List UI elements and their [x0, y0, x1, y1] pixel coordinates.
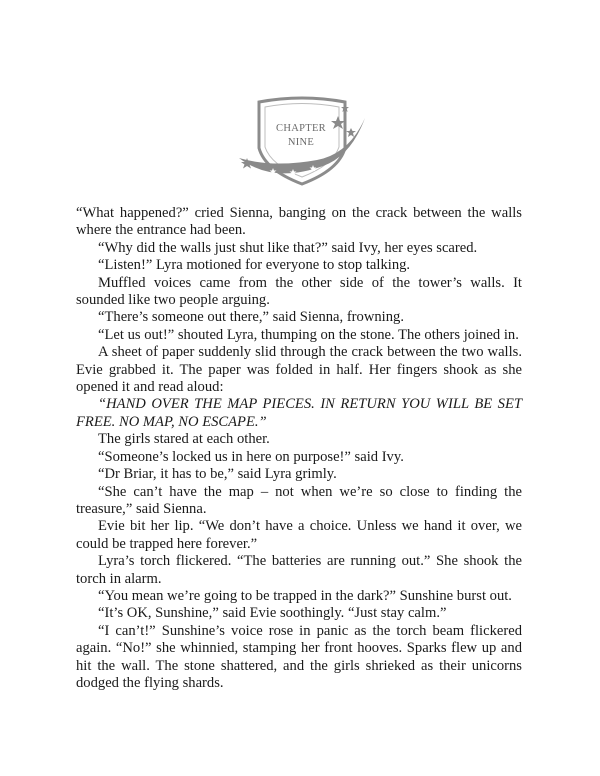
- paragraph: “It’s OK, Sunshine,” said Evie soothingly. “Just stay calm.”: [98, 605, 447, 622]
- paragraph: “I can’t!” Sunshine’s voice rose in panic as the torch beam flickered again. “No!” she whinnied, stamping her front hooves. Sparks flew up and hit the wall. The stone shattered, and the girls shrieked as their unicorns dodged the flying shards.: [76, 622, 522, 691]
- paragraph: “Someone’s locked us in here on purpose!” said Ivy.: [98, 448, 404, 465]
- paragraph: “Listen!” Lyra motioned for everyone to stop talking.: [98, 257, 411, 274]
- paragraph: The girls stared at each other.: [98, 431, 270, 448]
- paragraph: “Why did the walls just shut like that?” said Ivy, her eyes scared.: [98, 239, 478, 256]
- chapter-title: [256, 122, 346, 150]
- paragraph: “What happened?” cried Sienna, banging on the crack between the walls where the entrance had been.: [76, 205, 522, 239]
- star-icon: [346, 128, 356, 137]
- paragraph: A sheet of paper suddenly slid through the crack between the two walls. Evie grabbed it. The paper was folded in half. Her fingers shook as she opened it and read aloud:: [76, 344, 522, 396]
- paragraph: “She can’t have the map – not when we’re so close to finding the treasure,” said Sienna.: [76, 483, 522, 517]
- note-paragraph: “HAND OVER THE MAP PIECES. IN RETURN YOU WILL BE SET FREE. NO MAP, NO ESCAPE.”: [76, 396, 522, 430]
- paragraph: Muffled voices came from the other side of the tower’s walls. It sounded like two people arguing.: [76, 274, 522, 309]
- chapter-label: CHAPTER: [276, 123, 326, 134]
- chapter-number: NINE: [287, 137, 315, 148]
- paragraph: Evie bit her lip. “We don’t have a choice. Unless we hand it over, we could be trapped here forever.”: [76, 518, 522, 552]
- paragraph: “Let us out!” shouted Lyra, thumping on the stone. The others joined in.: [98, 326, 519, 343]
- story-text: [76, 205, 522, 692]
- paragraph: Lyra’s torch flickered. “The batteries are running out.” She shook the torch in alarm.: [76, 553, 522, 587]
- paragraph: “There’s someone out there,” said Sienna, frowning.: [98, 309, 404, 326]
- paragraph: “You mean we’re going to be trapped in the dark?” Sunshine burst out.: [98, 587, 512, 604]
- paragraph: “Dr Briar, it has to be,” said Lyra grimly.: [98, 466, 337, 483]
